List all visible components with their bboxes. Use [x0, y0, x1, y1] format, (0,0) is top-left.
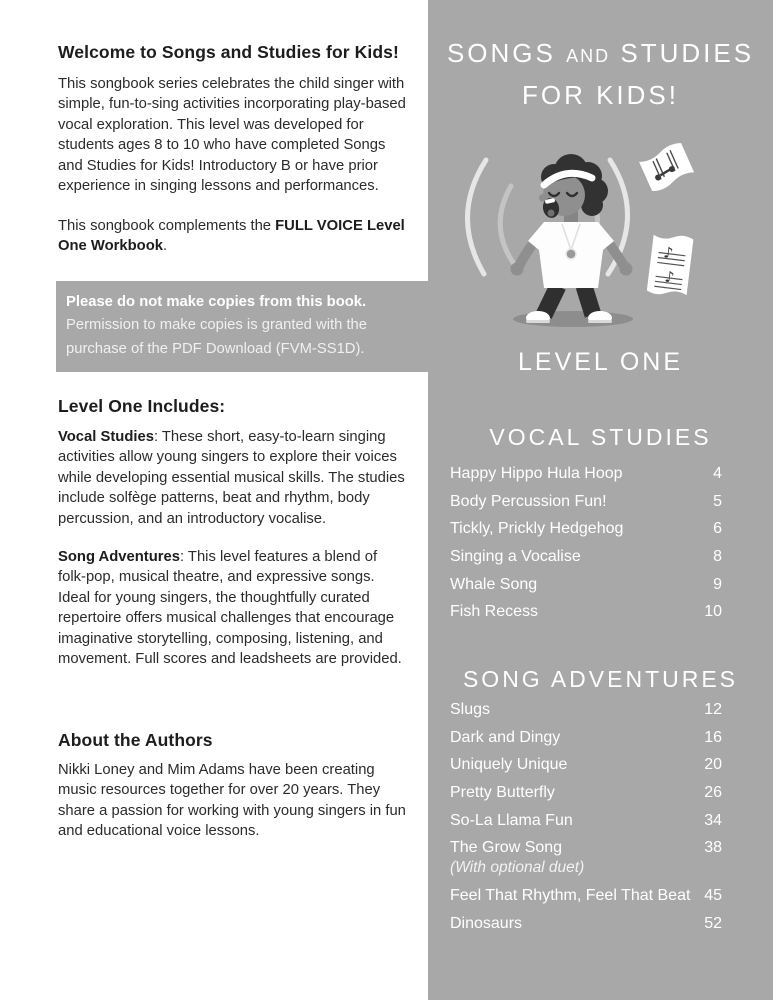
vocal-studies-text: : These short, easy-to-learn singing activities allow young singers to explore their voices while developing essential musical skills. The studies include solfège patterns, beat and rhythm, body percussion, and an introductory vocalise.	[58, 429, 405, 527]
vocal-studies-term: Vocal Studies	[58, 429, 154, 445]
toc-item-page: 6	[713, 520, 722, 538]
toc-row	[450, 575, 722, 595]
toc-row	[450, 811, 722, 831]
logo-word-songs: SONGS	[446, 38, 556, 68]
logo-word-studies: STUDIES	[620, 38, 755, 68]
sheet-music-icon	[647, 232, 694, 297]
toc-list-song-adventures	[450, 700, 722, 942]
toc-item-title: Feel That Rhythm, Feel That Beat	[450, 887, 691, 905]
complement-bold: FULL VOICE Level One Workbook	[58, 218, 405, 255]
music-note-icon: ♪	[662, 243, 675, 263]
toc-item-title: Whale Song	[450, 575, 538, 593]
toc-item-page: 38	[704, 839, 722, 857]
series-logo-line2: FOR KIDS!	[521, 80, 679, 110]
notice-title: Please do not make copies from this book.	[66, 294, 367, 310]
complement-paragraph	[58, 216, 408, 257]
toc-item-page: 34	[704, 811, 722, 829]
toc-section-heading-song-adventures: SONG ADVENTURES	[462, 666, 739, 692]
toc-item-page: 5	[713, 492, 722, 510]
toc-item-subtitle: (With optional duet)	[450, 859, 585, 877]
toc-item-title: Uniquely Unique	[450, 756, 568, 774]
toc-item-title: Slugs	[450, 701, 491, 718]
toc-row	[450, 728, 722, 748]
toc-section-heading-vocal-studies: VOCAL STUDIES	[489, 424, 712, 450]
toc-item-title: Tickly, Prickly Hedgehog	[450, 520, 624, 538]
song-adventures-term: Song Adventures	[58, 549, 180, 565]
toc-item-page: 20	[704, 756, 722, 774]
logo-word-and: AND	[566, 46, 611, 66]
welcome-heading: Welcome to Songs and Studies for Kids!	[58, 42, 399, 62]
toc-row	[450, 519, 722, 539]
toc-row	[450, 755, 722, 775]
toc-row	[450, 914, 722, 934]
toc-row	[450, 886, 722, 906]
complement-suffix: .	[162, 238, 168, 255]
vocal-studies-paragraph	[58, 427, 408, 529]
toc-item-page: 8	[713, 548, 722, 566]
copyright-notice-box	[56, 281, 428, 372]
child-character	[511, 154, 633, 323]
authors-paragraph: Nikki Loney and Mim Adams have been creating music resources together for over 20 years. They share a passion for working with young singers in fun and educational voice lessons.	[58, 762, 406, 840]
complement-prefix: This songbook complements the	[58, 218, 276, 234]
song-adventures-text: : This level features a blend of folk-pop, musical theatre, and expressive songs. Ideal for young singers, the thoughtfully curated repertoire offers musical challenges that encourage imaginative storytelling, composing, listening, and movement. Full scores and leadsheets are provided.	[58, 549, 402, 668]
includes-heading: Level One Includes:	[58, 396, 226, 416]
toc-item-title: Singing a Vocalise	[450, 548, 581, 566]
toc-item-title: Pretty Butterfly	[450, 784, 555, 802]
notice-line-2: purchase of the PDF Download (FVM-SS1D).	[66, 340, 365, 357]
toc-row	[450, 700, 722, 720]
level-label: LEVEL ONE	[517, 348, 684, 376]
toc-item-page: 16	[704, 728, 722, 746]
toc-item-page: 12	[704, 701, 722, 718]
sheet-music-icon	[638, 141, 695, 194]
toc-item-title: Dark and Dingy	[450, 728, 561, 746]
singing-child-illustration	[440, 138, 740, 333]
toc-item-title: Dinosaurs	[450, 914, 523, 932]
toc-row	[450, 602, 722, 622]
toc-item-page: 45	[704, 887, 722, 905]
toc-item-page: 10	[704, 603, 722, 621]
intro-paragraph: This songbook series celebrates the child singer with simple, fun-to-sing activities incorporating play-based vocal exploration. This level was developed for students ages 8 to 10 who have completed Songs and Studies for Kids! Introductory B or have prior experience in singing lessons and performances.	[58, 76, 406, 195]
toc-item-title: Body Percussion Fun!	[450, 492, 607, 510]
toc-item-title: Fish Recess	[450, 603, 539, 621]
toc-row	[450, 464, 722, 484]
toc-row	[450, 838, 722, 878]
authors-heading: About the Authors	[58, 730, 213, 750]
toc-item-page: 4	[713, 465, 722, 482]
toc-item-page: 26	[704, 784, 722, 802]
series-logo-line1	[428, 38, 773, 69]
toc-row	[450, 783, 722, 803]
notice-line-1: Permission to make copies is granted with the	[66, 317, 368, 334]
toc-item-title: So-La Llama Fun	[450, 811, 573, 829]
toc-list-vocal-studies	[450, 464, 722, 630]
toc-item-page: 9	[713, 575, 722, 593]
toc-item-title: The Grow Song	[450, 839, 563, 857]
song-adventures-paragraph	[58, 547, 408, 669]
table-of-contents-panel	[428, 0, 773, 1000]
toc-row	[450, 492, 722, 512]
toc-row	[450, 547, 722, 567]
music-note-icon: ♪	[663, 267, 676, 287]
toc-item-title: Happy Hippo Hula Hoop	[450, 465, 623, 482]
toc-item-page: 52	[704, 914, 722, 932]
